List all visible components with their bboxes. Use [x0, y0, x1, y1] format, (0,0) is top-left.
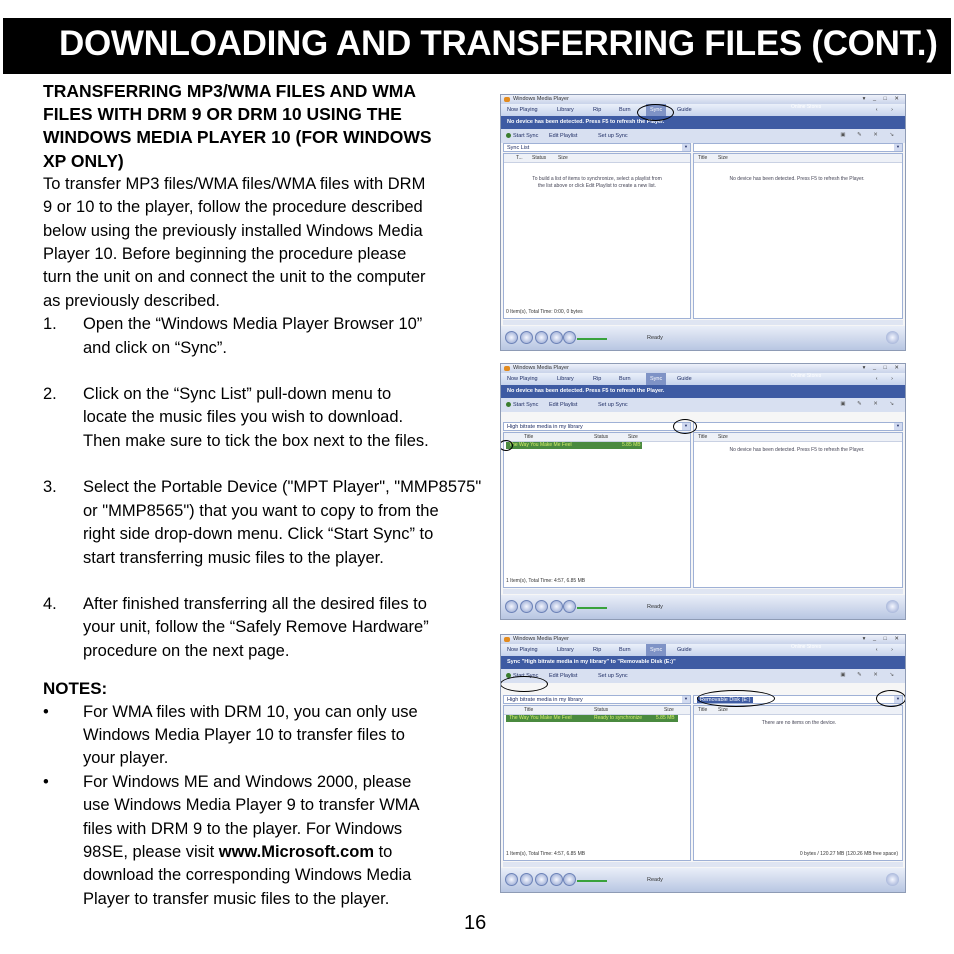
mini-mode-icon[interactable]	[886, 331, 899, 344]
step-line: locate the music files you wish to download.	[83, 408, 404, 427]
col-size[interactable]: Size	[558, 155, 568, 161]
wmp-titlebar	[501, 95, 905, 104]
status-bar: No device has been detected. Press F5 to refresh the Player.	[501, 385, 905, 398]
instructions-column	[43, 80, 498, 911]
note-item	[43, 771, 498, 911]
intro-line: as previously described.	[43, 291, 221, 310]
wmp-window-title: Windows Media Player	[513, 636, 569, 642]
section-title-line: TRANSFERRING MP3/WMA FILES AND WMA	[43, 81, 416, 101]
notes-title: NOTES:	[43, 679, 108, 699]
tab-burn[interactable]: Burn	[619, 376, 631, 382]
tab-now-playing[interactable]: Now Playing	[507, 376, 538, 382]
volume-slider[interactable]	[577, 338, 607, 340]
col-title[interactable]: Title	[698, 707, 708, 713]
sync-icon	[506, 402, 511, 407]
wmp-screenshot-1	[500, 94, 906, 351]
song-size: 5.85 MB	[622, 442, 641, 448]
wmp-tabs	[501, 104, 905, 116]
note-line: files with DRM 9 to the player. For Windows	[83, 819, 403, 838]
col-title[interactable]: Title	[698, 155, 708, 161]
toolbar-icons[interactable]: ▣ ✎ ✕ ↘	[840, 401, 899, 407]
section-title-line: XP ONLY)	[43, 150, 124, 171]
step-item	[43, 313, 498, 360]
song-title: The Way You Make Me Feel	[509, 715, 572, 721]
list-footer: 1 Item(s), Total Time: 4:57, 6.85 MB	[506, 851, 586, 857]
step-line: Then make sure to tick the box next to the files.	[83, 431, 429, 450]
device-dropdown[interactable]	[693, 422, 903, 431]
play-icon[interactable]	[505, 873, 518, 886]
step-line: Click on the “Sync List” pull-down menu to	[83, 385, 392, 404]
status-bar: No device has been detected. Press F5 to refresh the Player.	[501, 116, 905, 129]
set-up-sync-button[interactable]: Set up Sync	[598, 133, 628, 139]
online-stores[interactable]: Online Stores	[791, 104, 822, 110]
bullet: •	[43, 772, 49, 791]
chevron-down-icon[interactable]: ▼	[682, 144, 690, 151]
col-title[interactable]: Title	[524, 434, 534, 440]
player-status: Ready	[647, 335, 663, 341]
note-line: Player to transfer music files to the player.	[83, 889, 390, 908]
highlight-circle	[673, 419, 697, 434]
note-item	[43, 701, 498, 771]
wmp-window-title: Windows Media Player	[513, 365, 569, 371]
list-footer: 1 Item(s), Total Time: 4:57, 6.85 MB	[506, 578, 586, 584]
step-item	[43, 383, 498, 453]
col-size[interactable]: Size	[628, 434, 638, 440]
wmp-window-title: Windows Media Player	[513, 96, 569, 102]
next-icon[interactable]	[550, 873, 563, 886]
highlight-circle	[876, 690, 906, 707]
list-item[interactable]	[506, 715, 678, 722]
col-status[interactable]: Status	[594, 434, 609, 440]
player-controls	[501, 868, 905, 892]
stop-icon[interactable]	[520, 873, 533, 886]
volume-slider[interactable]	[577, 607, 607, 609]
edit-playlist-button[interactable]: Edit Playlist	[549, 673, 578, 679]
note-text: to	[374, 842, 393, 861]
bullet: •	[43, 702, 49, 721]
tab-guide[interactable]: Guide	[677, 647, 692, 653]
tab-now-playing[interactable]: Now Playing	[507, 647, 538, 653]
tab-burn[interactable]: Burn	[619, 647, 631, 653]
mini-mode-icon[interactable]	[886, 873, 899, 886]
nav-arrows-icon[interactable]: ‹ ›	[875, 107, 899, 113]
tab-guide[interactable]: Guide	[677, 376, 692, 382]
chevron-down-icon[interactable]: ▼	[682, 696, 690, 703]
step-item	[43, 476, 498, 570]
sync-list-dropdown[interactable]	[503, 695, 691, 704]
window-controls-icon[interactable]: ▾ _ □ ✕	[862, 96, 902, 102]
player-controls	[501, 326, 905, 350]
status-bar: Sync "High bitrate media in my library" to "Removable Disk (E:)"	[501, 656, 905, 669]
step-item	[43, 593, 498, 663]
tab-library[interactable]: Library	[557, 107, 574, 113]
tab-burn[interactable]: Burn	[619, 107, 631, 113]
note-line: For Windows ME and Windows 2000, please	[83, 772, 412, 791]
notes-list	[43, 701, 498, 912]
start-sync-label: Start Sync	[513, 133, 539, 139]
start-sync-label: Start Sync	[513, 673, 539, 679]
highlight-circle	[697, 690, 775, 707]
intro-line: 9 or 10 to the player, follow the procedure described	[43, 198, 423, 217]
tab-sync[interactable]: Sync	[646, 644, 666, 656]
tab-rip[interactable]: Rip	[593, 107, 602, 113]
sync-list-dropdown[interactable]	[503, 143, 691, 152]
device-pane	[693, 432, 903, 588]
wmp-logo-icon	[504, 366, 510, 371]
previous-icon[interactable]	[535, 331, 548, 344]
start-sync-label: Start Sync	[513, 402, 539, 408]
intro-paragraph	[43, 173, 498, 313]
step-line: start transferring music files to the player.	[83, 548, 384, 567]
step-line: and click on “Sync”.	[83, 338, 227, 357]
mini-mode-icon[interactable]	[886, 600, 899, 613]
col-status[interactable]: Status	[532, 155, 547, 161]
note-line: download the corresponding Windows Media	[83, 866, 412, 885]
tab-now-playing[interactable]: Now Playing	[507, 107, 538, 113]
tab-guide[interactable]: Guide	[677, 107, 692, 113]
play-icon[interactable]	[505, 600, 518, 613]
sync-list-pane	[503, 153, 691, 319]
play-icon[interactable]	[505, 331, 518, 344]
wmp-tabs	[501, 644, 905, 656]
sync-toolbar	[501, 398, 905, 412]
section-title	[43, 80, 498, 173]
intro-line: To transfer MP3 files/WMA files/WMA files with DRM	[43, 174, 426, 193]
set-up-sync-button[interactable]: Set up Sync	[598, 673, 628, 679]
note-line: Windows Media Player 10 to transfer files to	[83, 725, 405, 744]
mute-icon[interactable]	[563, 873, 576, 886]
sync-toolbar	[501, 129, 905, 143]
step-line: right side drop-down menu. Click “Start Sync” to	[83, 525, 434, 544]
no-device-message: No device has been detected. Press F5 to refresh the Player.	[729, 447, 865, 453]
sync-list-pane	[503, 432, 691, 588]
steps-list	[43, 313, 498, 663]
wmp-titlebar	[501, 635, 905, 644]
chevron-down-icon[interactable]: ▼	[894, 696, 902, 703]
chevron-down-icon[interactable]: ▼	[894, 144, 902, 151]
step-line: procedure on the next page.	[83, 641, 290, 660]
horizontal-scrollbar[interactable]	[503, 320, 903, 325]
col-size[interactable]: Size	[718, 155, 728, 161]
tab-sync[interactable]: Sync	[646, 104, 666, 116]
col-status[interactable]: Status	[594, 707, 609, 713]
chevron-down-icon[interactable]: ▼	[682, 423, 690, 430]
song-status: Ready to synchronize	[594, 715, 643, 721]
stop-icon[interactable]	[520, 331, 533, 344]
next-icon[interactable]	[550, 600, 563, 613]
note-line: your player.	[83, 749, 169, 768]
device-pane	[693, 705, 903, 861]
col-size[interactable]: Size	[664, 707, 674, 713]
page-title: DOWNLOADING AND TRANSFERRING FILES (CONT.)	[59, 24, 938, 63]
intro-line: turn the unit on and connect the unit to the computer	[43, 268, 426, 287]
section-title-line: FILES WITH DRM 9 OR DRM 10 USING THE	[43, 104, 402, 125]
wmp-screenshot-3	[500, 634, 906, 893]
col-size[interactable]: Size	[718, 434, 728, 440]
step-line: Select the Portable Device ("MPT Player", "MMP8575"	[83, 478, 482, 497]
col-title[interactable]: Title	[698, 434, 708, 440]
player-controls	[501, 595, 905, 619]
window-controls-icon[interactable]: ▾ _ □ ✕	[862, 636, 902, 642]
previous-icon[interactable]	[535, 600, 548, 613]
nav-arrows-icon[interactable]: ‹ ›	[875, 647, 899, 653]
step-line: your unit, follow the “Safely Remove Hardware”	[83, 618, 429, 637]
toolbar-icons[interactable]: ▣ ✎ ✕ ↘	[840, 132, 899, 138]
device-dropdown[interactable]	[693, 143, 903, 152]
device-selected: Removable Disk (E:)	[697, 697, 753, 703]
step-line: or "MMP8565") that you want to copy to from the	[83, 501, 439, 520]
set-up-sync-button[interactable]: Set up Sync	[598, 402, 628, 408]
song-title: The Way You Make Me Feel	[509, 442, 572, 448]
horizontal-scrollbar[interactable]	[503, 862, 903, 867]
previous-icon[interactable]	[535, 873, 548, 886]
dropdown-value: Sync List	[507, 145, 530, 151]
no-device-message: No device has been detected. Press F5 to refresh the Player.	[729, 176, 865, 182]
player-status: Ready	[647, 877, 663, 883]
sync-toolbar	[501, 669, 905, 683]
step-number: 3.	[43, 478, 57, 497]
tab-library[interactable]: Library	[557, 376, 574, 382]
note-line: use Windows Media Player 9 to transfer WMA	[83, 796, 420, 815]
start-sync-button[interactable]	[506, 133, 538, 139]
col-title[interactable]: Title	[524, 707, 534, 713]
note-text: 98SE, please visit	[83, 842, 219, 861]
player-status: Ready	[647, 604, 663, 610]
step-line: After finished transferring all the desired files to	[83, 594, 427, 613]
dropdown-value: High bitrate media in my library	[507, 697, 583, 703]
device-free-space: 0 bytes / 120.27 MB (120.26 MB free space)	[799, 851, 898, 857]
col-size[interactable]: Size	[718, 707, 728, 713]
step-line: Open the “Windows Media Player Browser 10”	[83, 315, 423, 334]
microsoft-link[interactable]: www.Microsoft.com	[218, 842, 374, 861]
col-title[interactable]: T...	[516, 155, 523, 161]
tab-rip[interactable]: Rip	[593, 647, 602, 653]
list-footer: 0 Item(s), Total Time: 0:00, 0 bytes	[506, 309, 583, 315]
edit-playlist-button[interactable]: Edit Playlist	[549, 133, 578, 139]
next-icon[interactable]	[550, 331, 563, 344]
tab-rip[interactable]: Rip	[593, 376, 602, 382]
stop-icon[interactable]	[520, 600, 533, 613]
toolbar-icons[interactable]: ▣ ✎ ✕ ↘	[840, 672, 899, 678]
list-header	[504, 154, 690, 163]
tab-library[interactable]: Library	[557, 647, 574, 653]
empty-list-message: To build a list of items to synchronize, select a playlist from the list above or click Edit Playlist to create a new list.	[532, 176, 662, 189]
wmp-logo-icon	[504, 97, 510, 102]
step-number: 2.	[43, 385, 57, 404]
intro-line: Player 10. Before beginning the procedure please	[43, 245, 407, 264]
song-size: 5.85 MB	[656, 715, 675, 721]
intro-line: below using the previously installed Windows Media	[43, 221, 423, 240]
sync-icon	[506, 133, 511, 138]
chevron-down-icon[interactable]: ▼	[894, 423, 902, 430]
tab-sync[interactable]: Sync	[646, 373, 666, 385]
page-number: 16	[464, 912, 487, 934]
highlight-circle	[500, 676, 548, 692]
dropdown-value: High bitrate media in my library	[507, 424, 583, 430]
start-sync-button[interactable]	[506, 402, 538, 408]
device-pane	[693, 153, 903, 319]
note-line: For WMA files with DRM 10, you can only use	[83, 702, 418, 721]
mute-icon[interactable]	[563, 600, 576, 613]
wmp-titlebar	[501, 364, 905, 373]
device-header	[694, 706, 902, 715]
window-controls-icon[interactable]: ▾ _ □ ✕	[862, 365, 902, 371]
section-title-line: WINDOWS MEDIA PLAYER 10 (FOR WINDOWS	[43, 127, 432, 148]
mute-icon[interactable]	[563, 331, 576, 344]
list-item[interactable]	[506, 442, 642, 449]
sync-list-dropdown[interactable]	[503, 422, 691, 431]
wmp-logo-icon	[504, 637, 510, 642]
wmp-tabs	[501, 373, 905, 385]
step-number: 4.	[43, 594, 57, 613]
device-header	[694, 433, 902, 442]
sync-list-pane	[503, 705, 691, 861]
edit-playlist-button[interactable]: Edit Playlist	[549, 402, 578, 408]
volume-slider[interactable]	[577, 880, 607, 882]
online-stores[interactable]: Online Stores	[791, 373, 822, 379]
nav-arrows-icon[interactable]: ‹ ›	[875, 376, 899, 382]
no-items-message: There are no items on the device.	[761, 720, 837, 726]
step-number: 1.	[43, 315, 57, 334]
title-banner	[3, 18, 951, 74]
device-header	[694, 154, 902, 163]
wmp-screenshot-2	[500, 363, 906, 620]
list-header	[504, 433, 690, 442]
online-stores[interactable]: Online Stores	[791, 644, 822, 650]
list-header	[504, 706, 690, 715]
horizontal-scrollbar[interactable]	[503, 589, 903, 594]
highlight-circle	[637, 104, 674, 121]
